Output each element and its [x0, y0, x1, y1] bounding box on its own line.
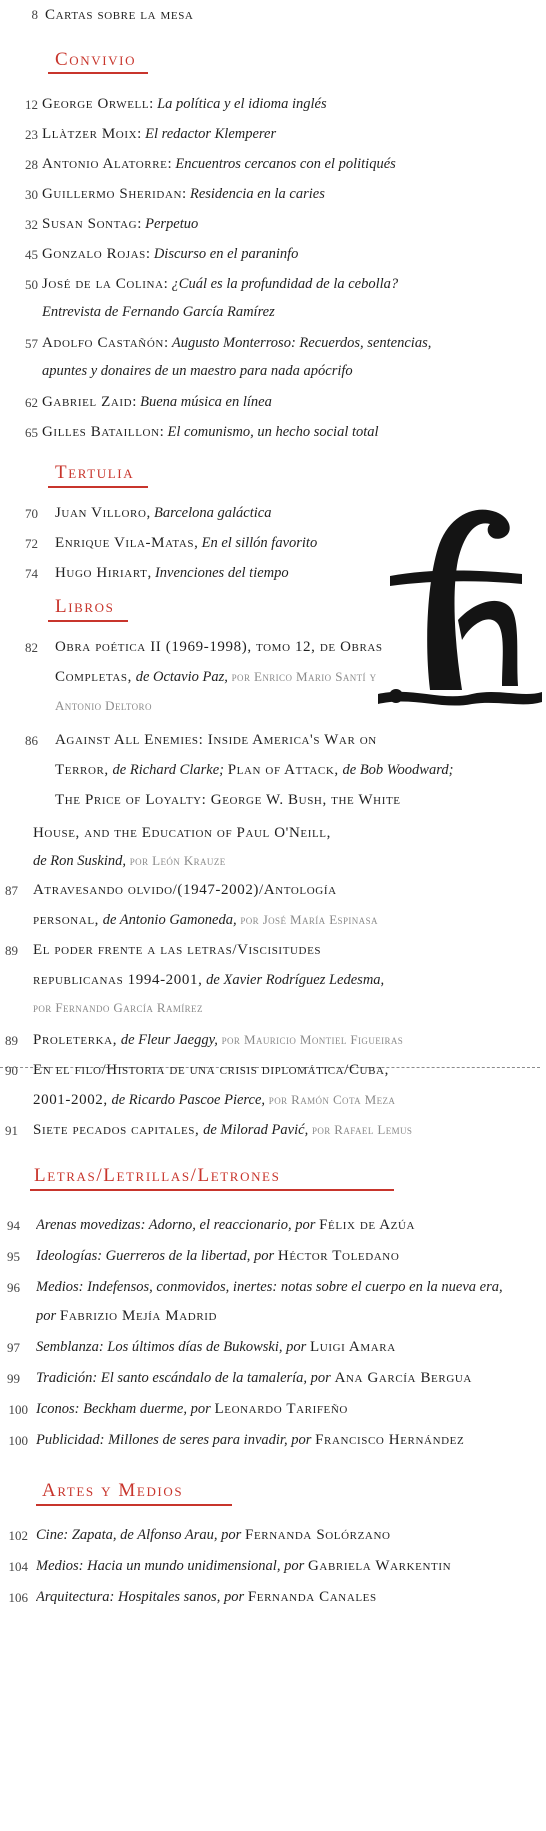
entry-title: Residencia en la caries [189, 186, 325, 202]
toc-entry [36, 1215, 540, 1235]
page-number: 65 [25, 425, 38, 440]
toc-entry: José de la Colina: ¿Cuál es la profundidad de la cebolla? [42, 276, 399, 292]
book-author: de Milorad Pavić, [203, 1122, 309, 1138]
toc-entry: Enrique Vila-Matas, En el sillón favorito [55, 535, 318, 551]
entry-title: Cine: Zapata, de Alfonso Arau, por [36, 1527, 242, 1543]
toc-entry [36, 1556, 540, 1576]
entry-title: Augusto Monterroso: Recuerdos, sentencias, [171, 335, 432, 351]
toc-entry [36, 1587, 540, 1607]
section-title-artes: Artes y Medios [42, 1480, 184, 1501]
book-title-line: Obra poética II (1969-1998), tomo 12, de Obras [55, 639, 383, 655]
page-number: 94 [7, 1218, 20, 1233]
toc-entry [36, 1337, 540, 1357]
book-line [33, 1090, 540, 1110]
page-number: 95 [7, 1249, 20, 1264]
entry-continuation: apuntes y donaires de un maestro para nada apócrifo [42, 363, 353, 379]
entry-author: Francisco Hernández [315, 1432, 465, 1448]
entry-author: Fernanda Solórzano [245, 1527, 391, 1543]
entry-author: José de la Colina [42, 276, 164, 292]
reviewer: por León Krauze [129, 853, 226, 868]
toc-entry [36, 1430, 540, 1450]
entry-title: El redactor Klemperer [145, 126, 277, 142]
entry-author: Hugo Hiriart [55, 565, 148, 581]
entry-title: Arquitectura: Hospitales sanos, por [36, 1589, 245, 1605]
reviewer: por José María Espinasa [240, 912, 378, 927]
page-number: 23 [25, 127, 38, 142]
toc-entry: Hugo Hiriart, Invenciones del tiempo [55, 565, 289, 581]
page-number: 106 [8, 1590, 28, 1605]
section-title-letras: Letras/Letrillas/Letrones [34, 1165, 281, 1186]
book-line [33, 1120, 540, 1140]
section-rule [48, 486, 148, 488]
page-number: 70 [25, 506, 38, 521]
entry-author: Luigi Amara [310, 1339, 396, 1355]
section-rule [48, 72, 148, 74]
page-number: 89 [5, 1033, 18, 1048]
page-number: 57 [25, 336, 38, 351]
entry-title: ¿Cuál es la profundidad de la cebolla? [171, 276, 399, 292]
entry-author: Gilles Bataillon [42, 424, 160, 440]
entry-continuation: Entrevista de Fernando García Ramírez [42, 304, 275, 320]
book-line [33, 851, 540, 871]
page-number: 28 [25, 157, 38, 172]
book-title-line: The Price of Loyalty: George W. Bush, the White [55, 792, 401, 808]
entry-title: Semblanza: Los últimos días de Bukowski, por [36, 1339, 307, 1355]
entry-title: Tradición: El santo escándalo de la tamalería, por [36, 1370, 331, 1386]
entry-title: Medios: Hacia un mundo unidimensional, por [36, 1558, 305, 1574]
entry-title: Invenciones del tiempo [154, 565, 289, 581]
book-line [55, 667, 540, 687]
reviewer: por Mauricio Montiel Figueiras [221, 1032, 404, 1047]
section-title-tertulia: Tertulia [55, 462, 135, 483]
page-number: 8 [31, 7, 38, 22]
entry-author: Gabriel Zaid [42, 394, 133, 410]
toc-entry: Guillermo Sheridan: Residencia en la caries [42, 186, 325, 202]
entry-author: Susan Sontag [42, 216, 138, 232]
page-number: 99 [7, 1371, 20, 1386]
book-title-line: Atravesando olvido/(1947-2002)/Antología [33, 882, 337, 898]
toc-entry [36, 1525, 540, 1545]
reviewer: por Enrico Mario Santí y [231, 669, 377, 684]
page-number: 96 [7, 1280, 20, 1295]
book-title: 2001-2002, [33, 1092, 108, 1108]
toc-entry: Juan Villoro, Barcelona galáctica [55, 505, 272, 521]
page-number: 32 [25, 217, 38, 232]
reviewer: Antonio Deltoro [55, 698, 152, 713]
toc-entry: Antonio Alatorre: Encuentros cercanos con el politiqués [42, 156, 396, 172]
entry-title: Ideologías: Guerreros de la libertad, por [36, 1248, 275, 1264]
book-title: Terror, [55, 762, 109, 778]
entry-author: Guillermo Sheridan [42, 186, 183, 202]
toc-entry [36, 1368, 540, 1388]
reviewer: por Rafael Lemus [311, 1122, 413, 1137]
entry-author: Leonardo Tarifeño [214, 1401, 348, 1417]
book-title-line: House, and the Education of Paul O'Neill, [33, 825, 331, 841]
page-number: 89 [5, 943, 18, 958]
toc-entry [36, 1246, 540, 1266]
book-author: de Richard Clarke; [112, 762, 224, 778]
page-number: 74 [25, 566, 38, 581]
page-number: 87 [5, 883, 18, 898]
entry-title: Barcelona galáctica [154, 505, 272, 521]
page-number: 72 [25, 536, 38, 551]
page-number: 62 [25, 395, 38, 410]
book-title: republicanas 1994-2001, [33, 972, 203, 988]
book-author: de Bob Woodward; [342, 762, 454, 778]
book-title: personal, [33, 912, 99, 928]
page-number: 45 [25, 247, 38, 262]
entry-title: Buena música en línea [140, 394, 272, 410]
entry-title: Medios: Indefensos, conmovidos, inertes: notas sobre el cuerpo en la nueva era, [36, 1279, 503, 1295]
book-title-line: En el filo/Historia de una crisis diplomática/Cuba, [33, 1062, 389, 1078]
page-number: 104 [8, 1559, 28, 1574]
page-number: 86 [25, 733, 38, 748]
section-title-libros: Libros [55, 596, 115, 617]
entry-title: Iconos: Beckham duerme, por [36, 1401, 211, 1417]
page-number: 50 [25, 277, 38, 292]
toc-entry: George Orwell: La política y el idioma inglés [42, 96, 327, 112]
page-number: 90 [5, 1063, 18, 1078]
page-number: 82 [25, 640, 38, 655]
entry-title: Discurso en el paraninfo [153, 246, 299, 262]
entry-author: Gabriela Warkentin [307, 1558, 452, 1574]
toc-entry: Susan Sontag: Perpetuo [42, 216, 199, 232]
entry-author: Héctor Toledano [277, 1248, 400, 1264]
entry-author: Fabrizio Mejía Madrid [59, 1308, 218, 1324]
book-title: Completas, [55, 669, 132, 685]
book-line [33, 910, 540, 930]
entry-title: Perpetuo [145, 216, 199, 232]
entry-author: Félix de Azúa [319, 1217, 416, 1233]
book-title-line: Against All Enemies: Inside America's War on [55, 732, 377, 748]
book-author: de Antonio Gamoneda, [102, 912, 237, 928]
page-number: 91 [5, 1123, 18, 1138]
book-line [55, 760, 540, 780]
book-author: de Fleur Jaeggy, [120, 1032, 218, 1048]
entry-author: George Orwell [42, 96, 150, 112]
book-author: de Ron Suskind, [33, 853, 127, 869]
page-number: 12 [25, 97, 38, 112]
book-title-line: El poder frente a las letras/Viscisitudes [33, 942, 322, 958]
section-title-convivio: Convivio [55, 49, 137, 70]
entry-title: En el sillón favorito [201, 535, 318, 551]
entry-author: Fernanda Canales [247, 1589, 377, 1605]
entry-title: El comunismo, un hecho social total [167, 424, 379, 440]
book-line [33, 970, 540, 990]
section-rule [30, 1189, 394, 1191]
toc-entry [36, 1399, 540, 1419]
page-number: 100 [8, 1433, 28, 1448]
page-number: 102 [8, 1528, 28, 1543]
entry-title: Arenas movedizas: Adorno, el reaccionario, por [36, 1217, 316, 1233]
entry-author: Gonzalo Rojas [42, 246, 146, 262]
entry-author: Llàtzer Moix [42, 126, 138, 142]
entry-author: Antonio Alatorre [42, 156, 168, 172]
book-author: de Octavio Paz, [135, 669, 228, 685]
book-author: de Xavier Rodríguez Ledesma, [206, 972, 385, 988]
toc-entry: Llàtzer Moix: El redactor Klemperer [42, 126, 277, 142]
book-title: Proleterka, [33, 1032, 118, 1048]
toc-entry: Gilles Bataillon: El comunismo, un hecho social total [42, 424, 379, 440]
section-rule [48, 620, 128, 622]
book-author: de Ricardo Pascoe Pierce, [111, 1092, 266, 1108]
reviewer: por Ramón Cota Meza [268, 1092, 396, 1107]
entry-author: Enrique Vila-Matas [55, 535, 195, 551]
entry-author: Adolfo Castañón [42, 335, 164, 351]
reviewer: por Fernando García Ramírez [33, 1000, 203, 1015]
entry-title: por [36, 1308, 57, 1324]
entry-title: Encuentros cercanos con el politiqués [175, 156, 396, 172]
book-line [33, 1030, 540, 1050]
entry-author: Juan Villoro [55, 505, 147, 521]
book-title: Plan of Attack, [227, 762, 339, 778]
entry-title: La política y el idioma inglés [157, 96, 327, 112]
entry-title: Cartas sobre la mesa [45, 7, 194, 23]
entry-title: Publicidad: Millones de seres para invadir, por [36, 1432, 312, 1448]
section-rule [36, 1504, 232, 1506]
toc-entry: Gonzalo Rojas: Discurso en el paraninfo [42, 246, 299, 262]
entry-author: Ana García Bergua [334, 1370, 472, 1386]
book-title: Siete pecados capitales, [33, 1122, 200, 1138]
toc-entry [36, 1306, 540, 1326]
page-number: 30 [25, 187, 38, 202]
toc-entry: Adolfo Castañón: Augusto Monterroso: Recuerdos, sentencias, [42, 335, 432, 351]
page-number: 97 [7, 1340, 20, 1355]
page-number: 100 [8, 1402, 28, 1417]
toc-entry: Gabriel Zaid: Buena música en línea [42, 394, 272, 410]
